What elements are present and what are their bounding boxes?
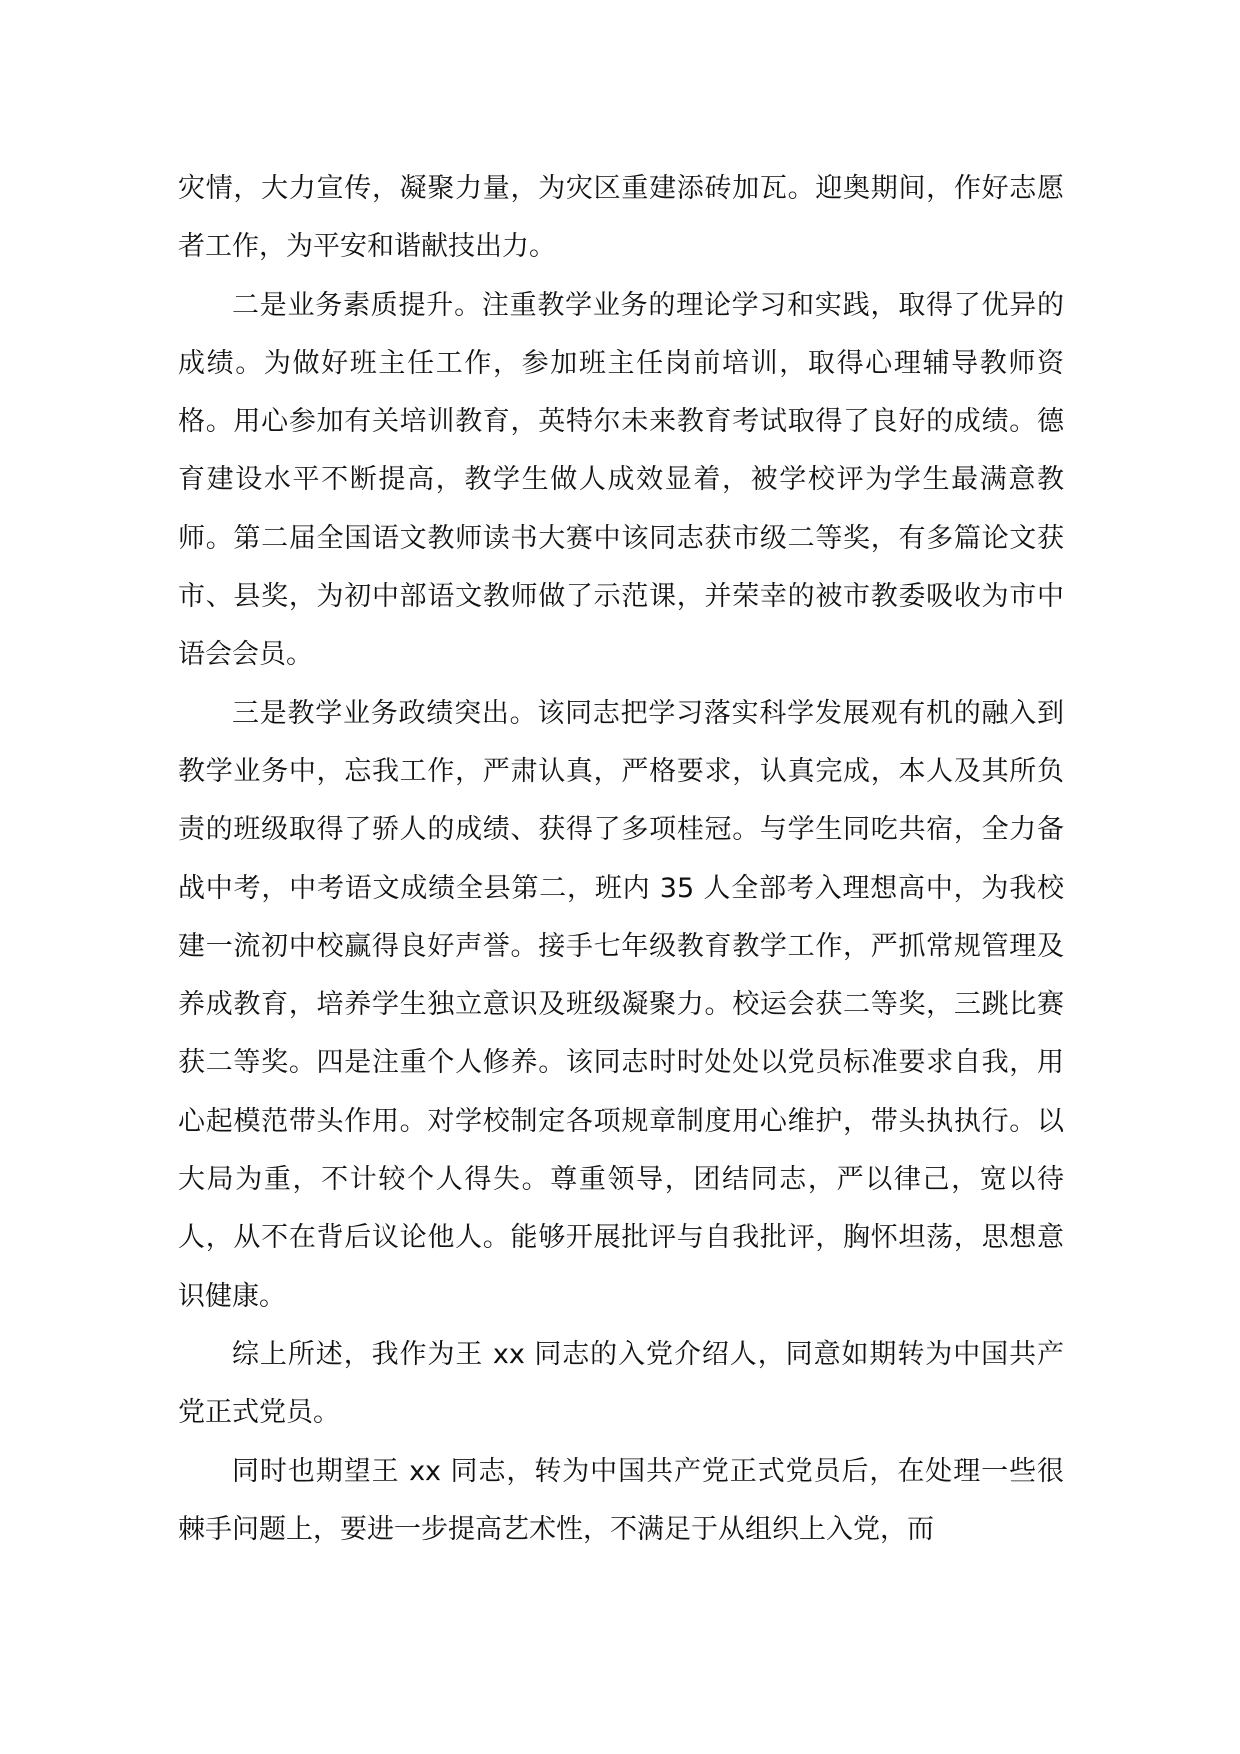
paragraph-conclusion: 综上所述，我作为王 xx 同志的入党介绍人，同意如期转为中国共产党正式党员。	[178, 1338, 1064, 1429]
paragraph-expectation: 同时也期望王 xx 同志，转为中国共产党正式党员后，在处理一些很棘手问题上，要进一步提高艺术性，不满足于从组织上入党，而	[178, 1455, 1064, 1545]
paragraph-professional-quality: 二是业务素质提升。注重教学业务的理论学习和实践，取得了优异的成绩。为做好班主任工作，参加班主任岗前培训，取得心理辅导教师资格。用心参加有关培训教育，英特尔未来教育考试取得了良好的成绩。德育建设水平不断提高，教学生做人成效显着，被学校评为学生最满意教师。第二届全国语文教师读书大赛中该同志获市级二等奖，有多篇论文获市、县奖，为初中部语文教师做了示范课，并荣幸的被市教委吸收为市中语会会员。	[178, 289, 1064, 671]
document-body	[178, 160, 1064, 1559]
paragraph-teaching-achievements: 三是教学业务政绩突出。该同志把学习落实科学发展观有机的融入到教学业务中，忘我工作，严肃认真，严格要求，认真完成，本人及其所负责的班级取得了骄人的成绩、获得了多项桂冠。与学生同吃共宿，全力备战中考，中考语文成绩全县第二，班内 35 人全部考入理想高中，为我校建一流初中校赢得良好声誉。接手七年级教育教学工作，严抓常规管理及养成教育，培养学生独立意识及班级凝聚力。校运会获二等奖，三跳比赛获二等奖。四是注重个人修养。该同志时时处处以党员标准要求自我，用心起模范带头作用。对学校制定各项规章制度用心维护，带头执执行。以大局为重，不计较个人得失。尊重领导，团结同志，严以律己，宽以待人，从不在背后议论他人。能够开展批评与自我批评，胸怀坦荡，思想意识健康。	[178, 697, 1064, 1312]
paragraph-disaster-volunteer: 灾情，大力宣传，凝聚力量，为灾区重建添砖加瓦。迎奥期间，作好志愿者工作，为平安和谐献技出力。	[178, 173, 1064, 263]
